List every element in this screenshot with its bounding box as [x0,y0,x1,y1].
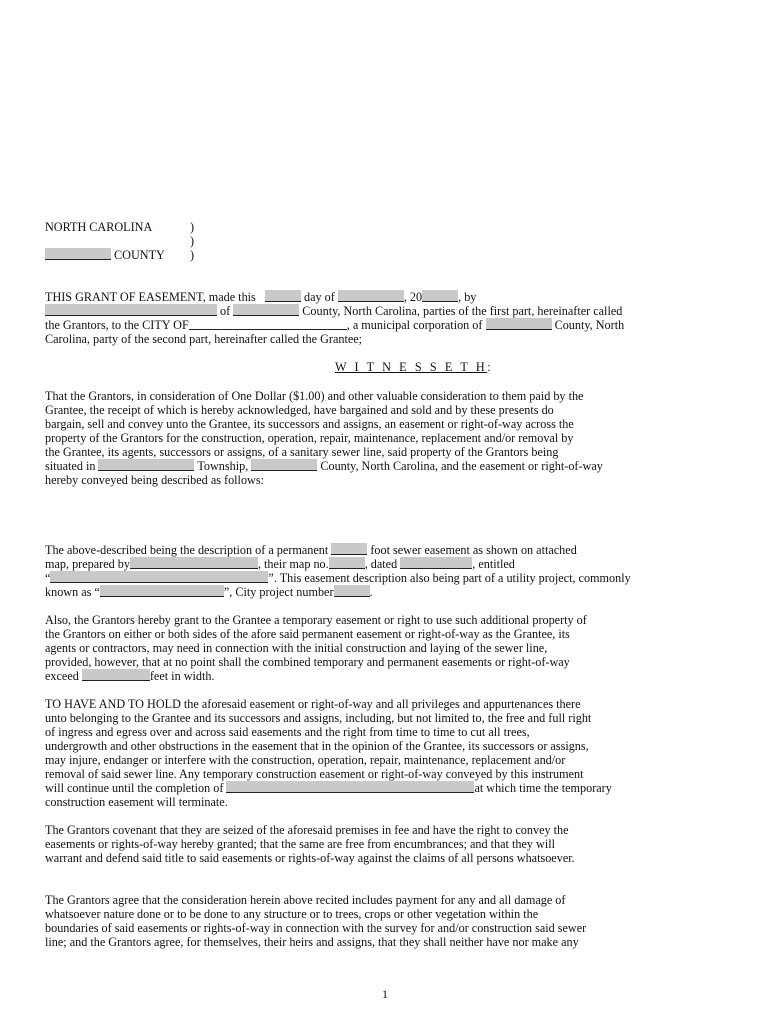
caption-state: NORTH CAROLINA [45,220,153,234]
paragraph-line: unto belonging to the Grantee and its successors and assigns, including, but not limited to, the free and full right [45,711,592,725]
damages-paragraph [45,893,725,949]
paragraph-line: boundaries of said easements or rights-of-way in connection with the survey for and/or construction said sewer [45,921,587,935]
paragraph-line: provided, however, that at no point shall the combined temporary and permanent easements or right-of-way [45,655,570,669]
property-county-field[interactable] [251,459,317,471]
paragraph-text: foot sewer easement as shown on attached [370,543,577,557]
paragraph-line: line; and the Grantors agree, for themselves, their heirs and assigns, that they shall neither have nor make any [45,935,579,949]
year-field[interactable] [422,290,458,302]
map-date-field[interactable] [400,557,472,569]
county-field[interactable] [45,248,111,260]
grantor-name-field[interactable] [45,304,217,316]
paragraph-text: ”. This easement description also being part of a utility project, commonly [268,571,631,585]
intro-text: County, North Carolina, parties of the first part, hereinafter called [302,304,623,318]
paragraph-text: County, North Carolina, and the easement or right-of-way [320,459,603,473]
paragraph-line: warrant and defend said title to said easements or rights-of-way against the claims of all persons whatsoever. [45,851,575,865]
paragraph-text: ”, City project number [223,585,334,599]
paragraph-line: agents or contractors, may need in connection with the initial construction and laying of the sewer line, [45,641,548,655]
intro-text: , 20 [403,290,423,304]
paragraph-line: That the Grantors, in consideration of One Dollar ($1.00) and other valuable consideration to them paid by the [45,389,584,403]
paragraph-line: whatsoever nature done or to be done to any structure or to trees, crops or other vegetation within the [45,907,539,921]
paragraph-text: The above-described being the description of a permanent [45,543,329,557]
covenant-paragraph [45,823,725,865]
paragraph-line: TO HAVE AND TO HOLD the aforesaid easement or right-of-way and all privileges and appurtenances there [45,697,581,711]
paragraph-line: property of the Grantors for the construction, operation, repair, maintenance, replacement and/or removal by [45,431,574,445]
intro-text: Carolina, party of the second part, hereinafter called the Grantee; [45,332,363,346]
paragraph-text: “ [45,571,51,585]
completion-field[interactable] [226,781,474,793]
description-paragraph [45,543,725,599]
max-width-field[interactable] [82,669,150,681]
intro-paragraph [45,290,725,346]
caption-paren-2: ) [190,234,195,248]
city-name-line[interactable] [189,318,347,330]
caption-parens [190,220,194,262]
paragraph-line: removal of said sewer line. Any temporary construction easement or right-of-way conveyed by this instrument [45,767,584,781]
paragraph-line: Grantee, the receipt of which is hereby acknowledged, have bargained and sold and by these presents do [45,403,554,417]
map-title-field[interactable] [50,571,268,583]
day-field[interactable] [265,290,301,302]
paragraph-text: situated in [45,459,96,473]
paragraph-line: The Grantors covenant that they are seized of the aforesaid premises in fee and have the right to convey the [45,823,569,837]
habendum-paragraph [45,697,725,809]
intro-text: , a municipal corporation of [346,318,483,332]
paragraph-text: feet in width. [149,669,215,683]
project-name-field[interactable] [100,585,224,597]
intro-text: of [220,304,231,318]
intro-text: THIS GRANT OF EASEMENT, made this [45,290,256,304]
grantor-county-field[interactable] [233,304,299,316]
paragraph-text: exceed [45,669,79,683]
paragraph-line: construction easement will terminate. [45,795,228,809]
intro-text: the Grantors, to the CITY OF [45,318,189,332]
paragraph-line: hereby conveyed being described as follows: [45,473,264,487]
witnesseth-heading [335,360,493,375]
easement-width-field[interactable] [331,543,367,555]
paragraph-line: undergrowth and other obstructions in the easement that in the opinion of the Grantee, its successors or assigns, [45,739,589,753]
paragraph-line: bargain, sell and convey unto the Grantee, its successors and assigns, an easement or right-of-way across the [45,417,574,431]
map-preparer-field[interactable] [130,557,258,569]
paragraph-line: the Grantee, its agents, successors or assigns, of a sanitary sewer line, said property of the Grantors being [45,445,559,459]
township-field[interactable] [98,459,194,471]
paragraph-text: map, prepared by [45,557,130,571]
paragraph-line: of ingress and egress over and across said easements and the right from time to time to cut all trees, [45,725,530,739]
paragraph-text: . [369,585,373,599]
paragraph-text: , their map no. [257,557,329,571]
caption-block [45,220,165,262]
intro-text: day of [303,290,335,304]
paragraph-text: will continue until the completion of [45,781,224,795]
project-number-field[interactable] [334,585,370,597]
intro-text: , by [458,290,477,304]
witnesseth-colon: : [487,360,494,374]
paragraph-line: Also, the Grantors hereby grant to the Grantee a temporary easement or right to use such additional property of [45,613,587,627]
paragraph-line: the Grantors on either or both sides of the afore said permanent easement or right-of-way as the Grantee, its [45,627,570,641]
paragraph-text: Township, [197,459,249,473]
paragraph-text: , dated [364,557,398,571]
paragraph-line: The Grantors agree that the consideration herein above recited includes payment for any and all damage of [45,893,566,907]
paragraph-text: , entitled [472,557,515,571]
temporary-easement-paragraph [45,613,725,683]
page-number: 1 [382,987,388,1001]
paragraph-line: may injure, endanger or interfere with the construction, operation, repair, maintenance, replacement and/or [45,753,566,767]
month-field[interactable] [338,290,404,302]
map-number-field[interactable] [329,557,365,569]
paragraph-text: at which time the temporary [474,781,612,795]
intro-text: County, North [554,318,625,332]
city-county-field[interactable] [486,318,552,330]
consideration-paragraph [45,389,725,487]
caption-paren-3: ) [190,248,195,262]
caption-paren-1: ) [190,220,195,234]
caption-county-label: COUNTY [114,248,165,262]
paragraph-text: known as “ [45,585,100,599]
paragraph-line: easements or rights-of-way hereby granted; that the same are free from encumbrances; and that they will [45,837,555,851]
witnesseth-label: W I T N E S S E T H [335,360,488,374]
